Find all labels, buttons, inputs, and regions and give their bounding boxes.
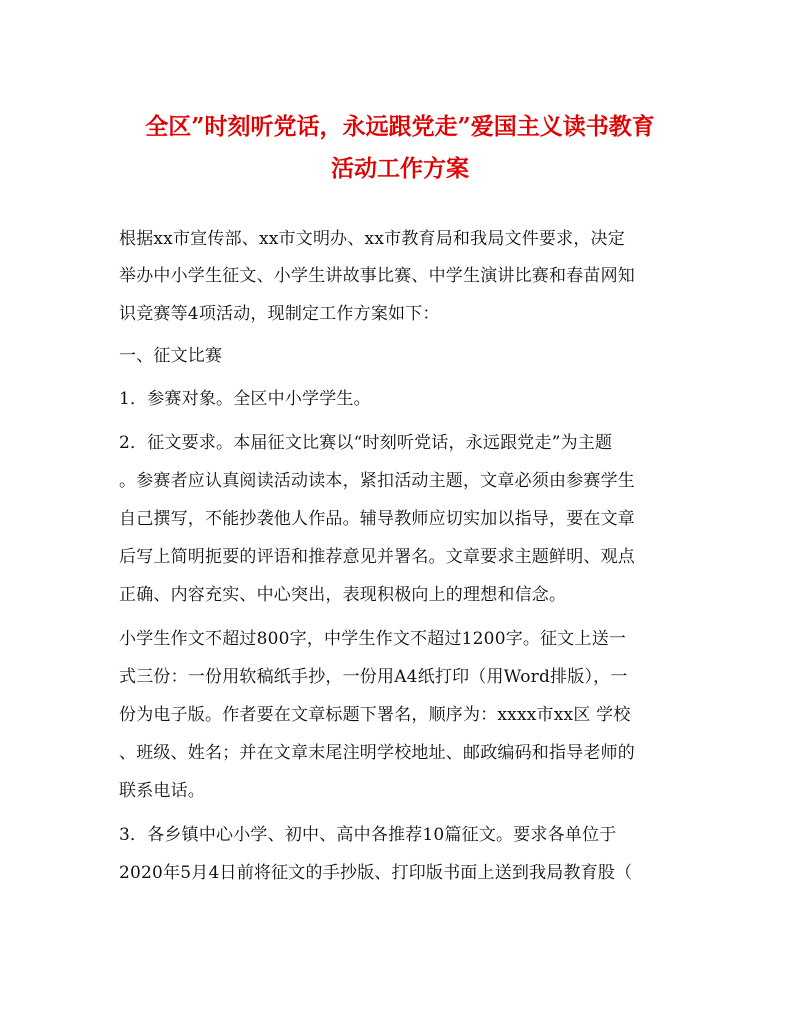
item-1-participants: 1．参赛对象。全区中小学学生。 <box>119 389 371 409</box>
item-2-requirements-line-2: 。参赛者应认真阅读活动读本，紧扣活动主题，文章必须由参赛学生 <box>119 471 635 491</box>
item-3-submission-line-2: 2020年5月4日前将征文的手抄版、打印版书面上送到我局教育股（ <box>119 863 633 883</box>
intro-paragraph-line-3: 识竞赛等4项活动，现制定工作方案如下： <box>119 304 440 324</box>
word-limit-paragraph-line-1: 小学生作文不超过800字，中学生作文不超过1200字。征文上送一 <box>119 629 627 649</box>
item-2-requirements-line-5: 正确、内容充实、中心突出，表现积极向上的理想和信念。 <box>119 585 567 605</box>
word-limit-paragraph-line-5: 联系电话。 <box>119 781 205 801</box>
intro-paragraph-line-1: 根据xx市宣传部、xx市文明办、xx市教育局和我局文件要求，决定 <box>119 229 625 249</box>
item-2-requirements-line-3: 自己撰写，不能抄袭他人作品。辅导教师应切实加以指导，要在文章 <box>119 509 635 529</box>
item-2-requirements-line-4: 后写上简明扼要的评语和推荐意见并署名。文章要求主题鲜明、观点 <box>119 547 635 567</box>
item-3-submission-line-1: 3．各乡镇中心小学、初中、高中各推荐10篇征文。要求各单位于 <box>119 825 617 845</box>
intro-paragraph-line-2: 举办中小学生征文、小学生讲故事比赛、中学生演讲比赛和春苗网知 <box>119 266 635 286</box>
item-2-requirements-line-1: 2．征文要求。本届征文比赛以“时刻听党话，永远跟党走”为主题 <box>119 433 613 453</box>
word-limit-paragraph-line-3: 份为电子版。作者要在文章标题下署名，顺序为：xxxx市xx区 学校 <box>119 705 631 725</box>
section-heading-essay-contest: 一、征文比赛 <box>119 346 223 366</box>
word-limit-paragraph-line-2: 式三份：一份用软稿纸手抄，一份用A4纸打印（用Word排版），一 <box>119 667 628 687</box>
document-title-line-2: 活动工作方案 <box>331 155 469 182</box>
word-limit-paragraph-line-4: 、班级、姓名；并在文章末尾注明学校地址、邮政编码和指导老师的 <box>119 743 635 763</box>
document-title-line-1: 全区”时刻听党话，永远跟党走”爱国主义读书教育 <box>145 113 655 140</box>
